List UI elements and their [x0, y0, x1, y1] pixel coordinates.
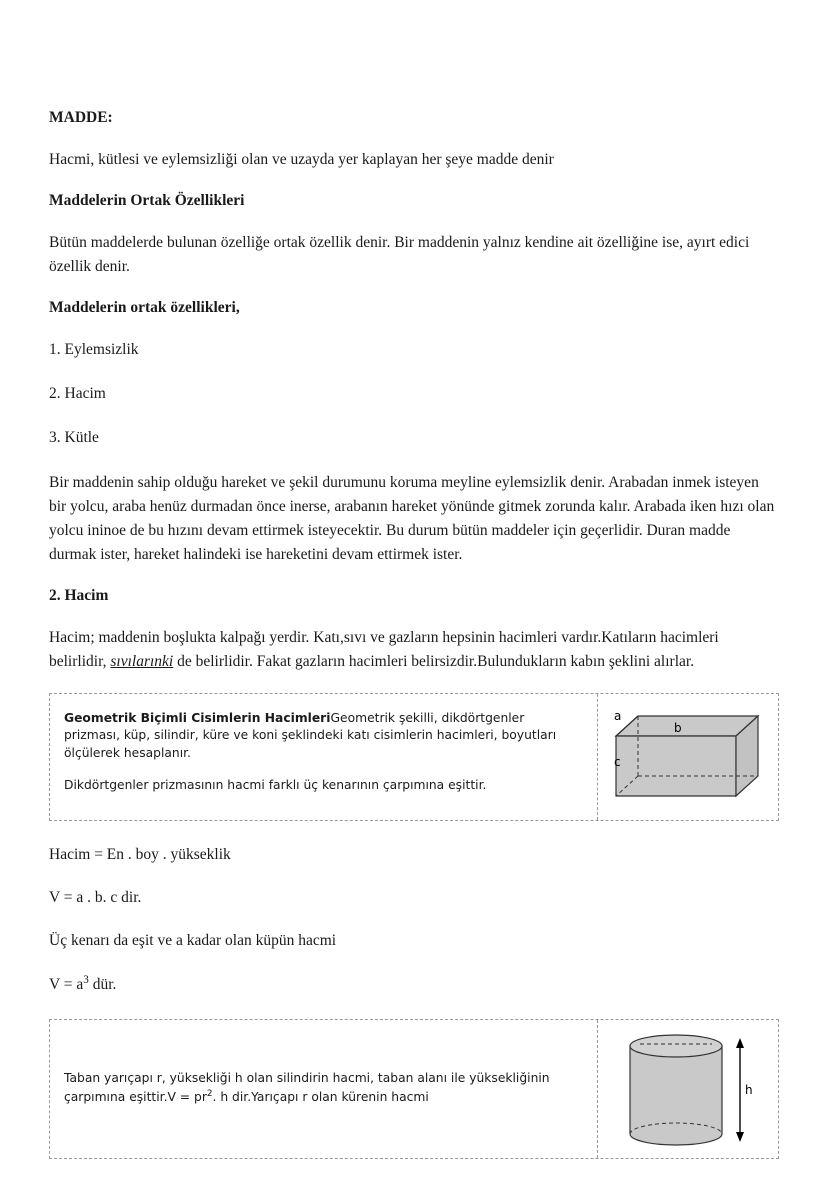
figure-box-cylinder-text — [50, 1020, 597, 1158]
figure-box-cylinder-figure-cell — [598, 1020, 778, 1158]
cylinder-label-h: h — [745, 1082, 753, 1097]
cylinder-svg — [616, 1030, 776, 1152]
inertia-paragraph: Bir maddenin sahip olduğu hareket ve şekil durumunu koruma meyline eylemsizlik denir. Arabadan inmek isteyen bir yolcu, araba henüz durmadan önce inerse, arabanın hareket yönünde gitmek zorunda kalır. Arabada iken hızı olan yolcu ininoe de bu hızını devam ettirmek isteyecektir. Bu durum bütün maddeler için geçerlidir. Duran madde durmak ister, hareket halindeki ise hareketini devam ettirmek ister. — [49, 473, 775, 563]
intro-paragraph: Hacmi, kütlesi ve eylemsizliği olan ve uzayda yer kaplayan her şeye madde denir — [49, 150, 554, 168]
cube-formula — [49, 972, 779, 997]
cylinder-text-pre: Taban yarıçapı r, yüksekliği h olan silindirin hacmi, taban alanı ile yüksekliğinin çarpımına eşittir.V = pr — [64, 1071, 550, 1105]
rectangular-prism-svg — [608, 708, 768, 812]
heading-common-properties: Maddelerin Ortak Özellikleri — [49, 191, 245, 209]
figure-box-cylinder — [49, 1019, 779, 1159]
figure-box-prism-bold-lead: Geometrik Biçimli Cisimlerin Hacimleri — [64, 710, 331, 725]
formula-line-2: V = a . b. c dir. — [49, 888, 142, 906]
figure-box-prism-paragraph-2: Dikdörtgenler prizmasının hacmi farklı üç kenarının çarpımına eşittir. — [64, 778, 487, 793]
list-item: 1. Eylemsizlik — [49, 340, 139, 358]
list-item: 2. Hacim — [49, 385, 106, 403]
rectangular-prism-figure — [608, 708, 768, 808]
figure-box-prism-text-after: Geometrik şekilli, dikdörtgenler prizması, küp, silindir, küre ve koni şeklindeki katı cisimlerin hacimleri, boyutları ölçülerek hesaplanır. — [64, 710, 557, 761]
cube-formula-exponent: 3 — [83, 973, 89, 986]
cube-formula-post: dür. — [88, 975, 117, 993]
cylinder-text-exponent: 2 — [206, 1089, 213, 1100]
list-item: 3. Kütle — [49, 429, 99, 447]
cylinder-figure — [616, 1030, 776, 1148]
prism-label-a: a — [614, 708, 622, 723]
figure-box-prism-text — [50, 694, 597, 820]
volume-paragraph-underlined: sıvılarınki — [110, 652, 174, 670]
prism-label-b: b — [674, 720, 682, 735]
page-title: MADDE: — [49, 109, 113, 126]
heading-volume: 2. Hacim — [49, 586, 109, 604]
heading-properties-list: Maddelerin ortak özellikleri, — [49, 298, 240, 316]
document-content — [49, 108, 779, 1181]
figure-box-prism — [49, 693, 779, 821]
formula-line-1: Hacim = En . boy . yükseklik — [49, 845, 231, 863]
cylinder-text-post: . h dir.Yarıçapı r olan kürenin hacmi — [212, 1090, 429, 1105]
volume-paragraph-pre: Hacim; maddenin boşlukta kalpağı yerdir. Katı,sıvı ve gazların hepsinin hacimleri vardır.Katıların hacimleri belirlidir, — [49, 628, 719, 670]
figure-box-prism-figure-cell — [598, 694, 778, 820]
prism-label-c: c — [614, 754, 621, 769]
common-properties-paragraph: Bütün maddelerde bulunan özelliğe ortak özellik denir. Bir maddenin yalnız kendine ait özelliğine ise, ayırt edici özellik denir. — [49, 233, 750, 275]
figure-box-prism-paragraph-1 — [64, 710, 583, 763]
volume-paragraph-post: de belirlidir. Fakat gazların hacimleri belirsizdir.Bulundukların kabın şeklini alırlar. — [173, 652, 695, 670]
volume-paragraph — [49, 626, 779, 674]
figure-box-cylinder-paragraph — [64, 1070, 583, 1107]
formula-line-3: Üç kenarı da eşit ve a kadar olan küpün hacmi — [49, 931, 337, 949]
cube-formula-pre: V = a — [49, 975, 84, 993]
